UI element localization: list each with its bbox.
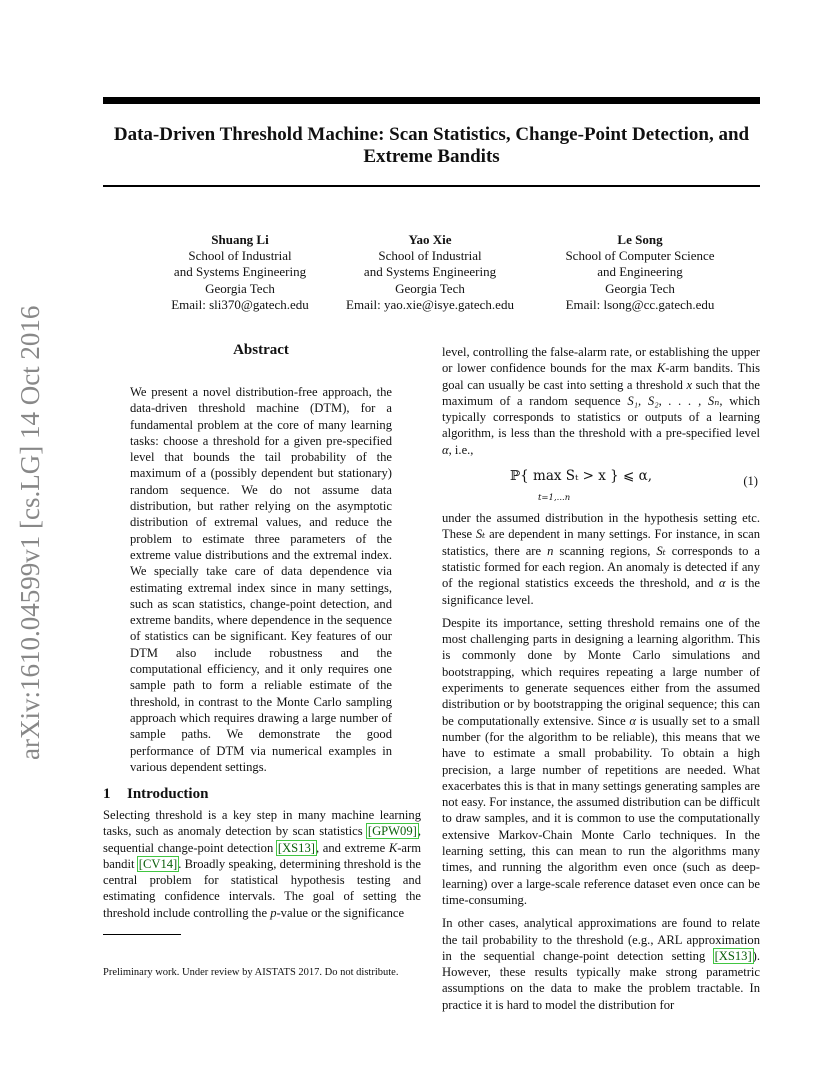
citation-link[interactable]: [XS13] bbox=[714, 948, 752, 963]
text-run: Selecting threshold is a key step in many machine learning tasks, such as anomaly detection by scan statistics bbox=[103, 808, 421, 839]
citation-link[interactable]: [GPW09] bbox=[367, 824, 417, 839]
section-title: Introduction bbox=[127, 786, 209, 802]
math-symbol: α bbox=[442, 442, 449, 457]
abstract-text: We present a novel distribution-free approach, the data-driven threshold machine (DTM), for a fundamental problem at the core of many learning tasks: choose a threshold for a given pre-specified level that bounds the tail probability of the maximum of a (possibly dependent but stationary) random sequence. We do not assume data distribution, but rather relying on the asymptotic distribution of extremal values, and reduce the problem to estimate three parameters of the extreme value distributions and the extremal index. We specially take care of data dependence via estimating extremal index since in many settings, such as scan statistics, change-point detection, and extreme bandits, where dependence in the sequence of statistics can be significant. Key features of our DTM also include robustness and the computational efficiency, and it only requires one sample path to form a reliable estimate of the threshold, in contrast to the Monte Carlo sampling approach which requires drawing a large number of sample paths. We demonstrate the good performance of DTM via numerical examples in various dependent settings. bbox=[130, 385, 392, 774]
author-name: Le Song bbox=[617, 232, 663, 247]
author-affiliation: School of Computer Science bbox=[565, 248, 715, 264]
text-run: , which typically corresponds to statistics or outputs of a learning algorithm, is less than the threshold with a pre-specified level bbox=[442, 393, 760, 441]
author-2 bbox=[330, 232, 530, 313]
math-symbol: K bbox=[656, 361, 666, 376]
author-email: Email: lsong@cc.gatech.edu bbox=[565, 296, 715, 312]
text-run: is the significance level. bbox=[442, 576, 760, 607]
author-1 bbox=[140, 232, 340, 313]
author-email: Email: sli370@gatech.edu bbox=[171, 296, 309, 312]
author-3 bbox=[540, 232, 740, 313]
author-email: Email: yao.xie@isye.gatech.edu bbox=[346, 296, 514, 312]
section-heading-introduction bbox=[103, 786, 421, 803]
math-symbol: p bbox=[270, 905, 277, 920]
left-column bbox=[103, 786, 421, 921]
equation-number: (1) bbox=[743, 474, 758, 489]
author-affiliation: and Systems Engineering bbox=[173, 264, 307, 280]
footnote: Preliminary work. Under review by AISTATS 2017. Do not distribute. bbox=[103, 967, 399, 978]
top-rule bbox=[103, 97, 760, 104]
math-symbol: K bbox=[388, 840, 398, 855]
footnote-rule bbox=[103, 934, 181, 935]
citation-link[interactable]: [XS13] bbox=[277, 840, 315, 855]
text-run: , and extreme bbox=[315, 840, 389, 855]
section-number: 1 bbox=[103, 786, 111, 802]
math-symbol: n bbox=[547, 543, 554, 558]
math-symbol: α bbox=[718, 576, 726, 591]
author-affiliation: School of Industrial bbox=[378, 248, 482, 264]
right-column bbox=[442, 344, 760, 1013]
author-name: Yao Xie bbox=[408, 232, 452, 247]
text-run: , i.e., bbox=[448, 442, 474, 457]
text-run: is usually set to a small number (for the algorithm to be reliable), this means that we have to estimate a small probability. To obtain a high precision, a large number of repetitions are needed. What exacerbates this is that in many settings generating samples are not easy. For instance, the assumed distribution can be difficult to draw samples, and it is common to use the computationally extensive Markov-Chain Monte Carlo techniques. In the learning setting, this can mean to run the algorithms many times, and running the algorithm even once (such as deep-learning) over a large-scale reference dataset even once can be time-consuming. bbox=[442, 713, 760, 907]
author-affiliation: Georgia Tech bbox=[395, 280, 465, 296]
math-symbol: α bbox=[629, 713, 637, 728]
text-run: level, controlling the false-alarm rate, or establishing the upper or lower confidence bounds for the max bbox=[442, 345, 760, 376]
author-affiliation: School of Industrial bbox=[188, 248, 292, 264]
author-affiliation: Georgia Tech bbox=[205, 280, 275, 296]
text-run: such that the maximum of a random sequence bbox=[442, 377, 760, 408]
author-affiliation: and Engineering bbox=[597, 264, 683, 280]
author-name: Shuang Li bbox=[211, 232, 269, 247]
equation-subscript: t=1,...n bbox=[538, 493, 571, 504]
text-run: -value or the significance bbox=[276, 905, 405, 920]
arxiv-stamp: arXiv:1610.04599v1 [cs.LG] 14 Oct 2016 bbox=[15, 305, 45, 760]
math-symbol: Sₜ bbox=[656, 543, 666, 558]
body-paragraph bbox=[442, 344, 760, 458]
text-run: ). However, these results typically make strong parametric assumptions on the data to make the problem tractable. In practice it is hard to model the distribution for bbox=[442, 948, 760, 1012]
text-run: Despite its importance, setting threshold remains one of the most challenging parts in designing a learning algorithm. This is commonly done by Monte Carlo simulations and bootstrapping, which requires repeating a large number of experiments to generate sequences either from the assumed distribution or by bootstrapping the original sequence; this can be computationally extensive. Since bbox=[442, 615, 760, 728]
text-run: In other cases, analytical approximations are found to relate the tail probability to the threshold (e.g., ARL approximation in the sequential change-point detection setting bbox=[442, 916, 760, 963]
body-paragraph bbox=[442, 615, 760, 908]
abstract-heading: Abstract bbox=[233, 342, 289, 358]
author-affiliation: and Systems Engineering bbox=[363, 264, 497, 280]
citation-link[interactable]: [CV14] bbox=[138, 856, 178, 871]
text-run: are dependent in many settings. For instance, in scan statistics, there are bbox=[442, 527, 761, 558]
equation-expression: ℙ{ max Sₜ > x } ⩽ α, bbox=[510, 468, 653, 485]
title-bottom-rule bbox=[103, 185, 760, 187]
text-run: , sequential change-point detection bbox=[103, 824, 421, 855]
text-run: -arm bandit bbox=[103, 840, 421, 871]
body-paragraph bbox=[442, 915, 760, 1013]
math-symbol: Sₜ bbox=[475, 527, 486, 542]
text-run: -arm bandits. This goal can usually be cast into setting a threshold bbox=[442, 361, 760, 392]
author-affiliation: Georgia Tech bbox=[605, 280, 675, 296]
math-symbol: x bbox=[686, 377, 693, 392]
equation-1 bbox=[442, 462, 760, 506]
body-paragraph bbox=[442, 510, 760, 608]
paper-title: Data-Driven Threshold Machine: Scan Statistics, Change-Point Detection, and Extreme Bandits bbox=[113, 124, 750, 167]
math-symbol: S₁, S₂, . . . , Sₙ bbox=[627, 393, 720, 408]
intro-paragraph bbox=[103, 807, 421, 921]
text-run: . Broadly speaking, determining threshold is the central problem for statistical hypothesis testing and estimating confidence intervals. The goal of setting the threshold include controlling the bbox=[103, 856, 421, 920]
text-run: corresponds to a statistic formed for each region. An anomaly is detected if any of the regional statistics exceeds the threshold, and bbox=[442, 543, 761, 591]
text-run: under the assumed distribution in the hypothesis setting etc. These bbox=[442, 511, 760, 542]
author-block bbox=[103, 232, 760, 312]
text-run: scanning regions, bbox=[553, 543, 657, 558]
